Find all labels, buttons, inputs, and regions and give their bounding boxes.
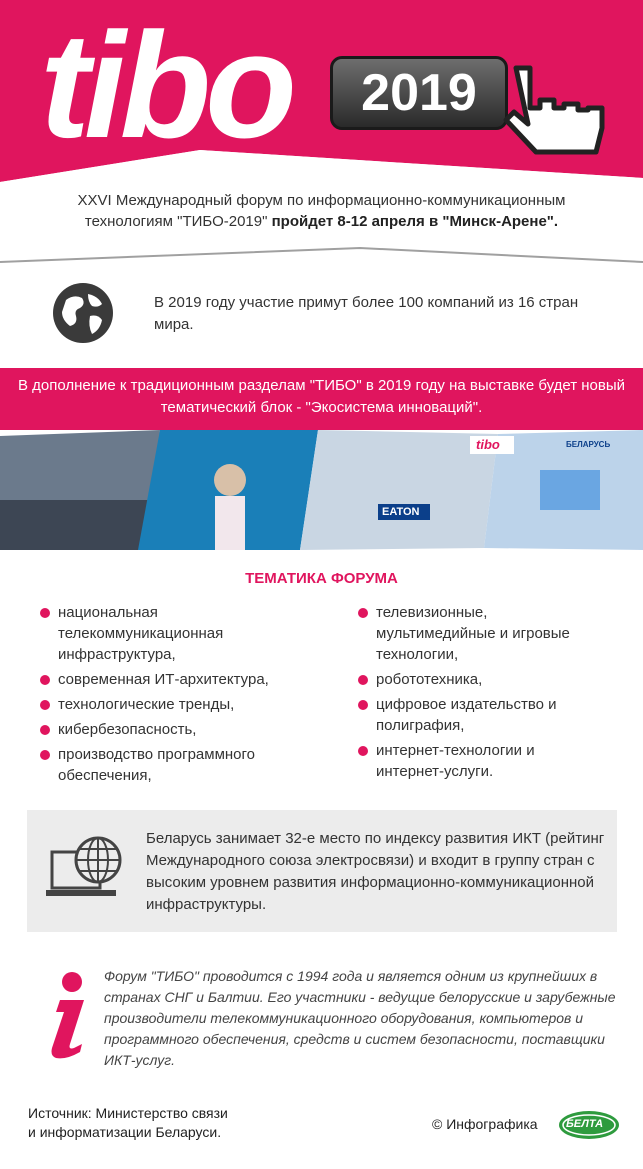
list-item: современная ИТ-архитектура,: [38, 669, 318, 690]
bullet-icon: [358, 746, 368, 756]
exhibition-photos: [0, 430, 643, 550]
topics-left-list: [38, 602, 318, 790]
belta-logo-text: БЕЛТА: [566, 1118, 604, 1130]
bullet-icon: [358, 608, 368, 618]
ict-ranking-text: Беларусь занимает 32-е место по индексу развития ИКТ (рейтинг Международного союза электросвязи) и входит в группу стран с высоким уровнем развития информационно-коммуникационной инфраструктуры.: [146, 830, 605, 913]
info-text: Форум "ТИБО" проводится с 1994 года и является одним из крупнейших в странах СНГ и Балтии. Его участники - ведущие белорусские и зарубежные производители телекоммуникационного оборудования, компьютеров и программного обеспечения, средств и систем безопасности, поставщики ИКТ-услуг.: [104, 968, 616, 1068]
list-item: интернет-технологии и интернет-услуги.: [356, 740, 606, 782]
photo-sign-eaton: EATON: [382, 506, 420, 518]
source-note: Источник: Министерство связи и информатизации Беларуси.: [28, 1105, 228, 1140]
credit-text: © Инфографика: [432, 1116, 538, 1132]
companies-text: В 2019 году участие примут более 100 компаний из 16 стран мира.: [154, 294, 579, 333]
bullet-icon: [40, 725, 50, 735]
bullet-icon: [40, 675, 50, 685]
info-icon: [40, 970, 90, 1060]
list-item: технологические тренды,: [38, 694, 318, 715]
section-divider: [0, 244, 643, 274]
list-item: цифровое издательство и полиграфия,: [356, 694, 606, 736]
photo-eaton: [300, 430, 498, 550]
globe-icon: [52, 282, 114, 344]
topics-title: ТЕМАТИКА ФОРУМА: [245, 570, 398, 587]
photo-sign-tibo: tibo: [476, 437, 500, 452]
list-item: робототехника,: [356, 669, 606, 690]
list-item: кибербезопасность,: [38, 719, 318, 740]
bullet-icon: [40, 608, 50, 618]
bullet-icon: [358, 675, 368, 685]
innovation-band-text: В дополнение к традиционным разделам "ТИБО" в 2019 году на выставке будет новый тематический блок - "Экосистема инноваций".: [17, 377, 626, 416]
topics-right-list: [356, 602, 606, 786]
bullet-icon: [40, 700, 50, 710]
intro-text: XXVI Международный форум по информационно-коммуникационным технологиям "ТИБО-2019" пройдет 8-12 апреля в "Минск-Арене".: [77, 192, 566, 230]
photo-sign-belarus: БЕЛАРУСЬ: [566, 440, 611, 449]
bullet-icon: [40, 750, 50, 760]
year-badge: 2019: [330, 56, 508, 130]
laptop-globe-icon: [44, 832, 126, 904]
list-item: производство программного обеспечения,: [38, 744, 318, 786]
cursor-hand-icon: [498, 58, 638, 178]
list-item: национальная телекоммуникационная инфраструктура,: [38, 602, 318, 665]
list-item: телевизионные, мультимедийные и игровые технологии,: [356, 602, 606, 665]
tibo-logo: tibo: [40, 1, 291, 169]
bullet-icon: [358, 700, 368, 710]
